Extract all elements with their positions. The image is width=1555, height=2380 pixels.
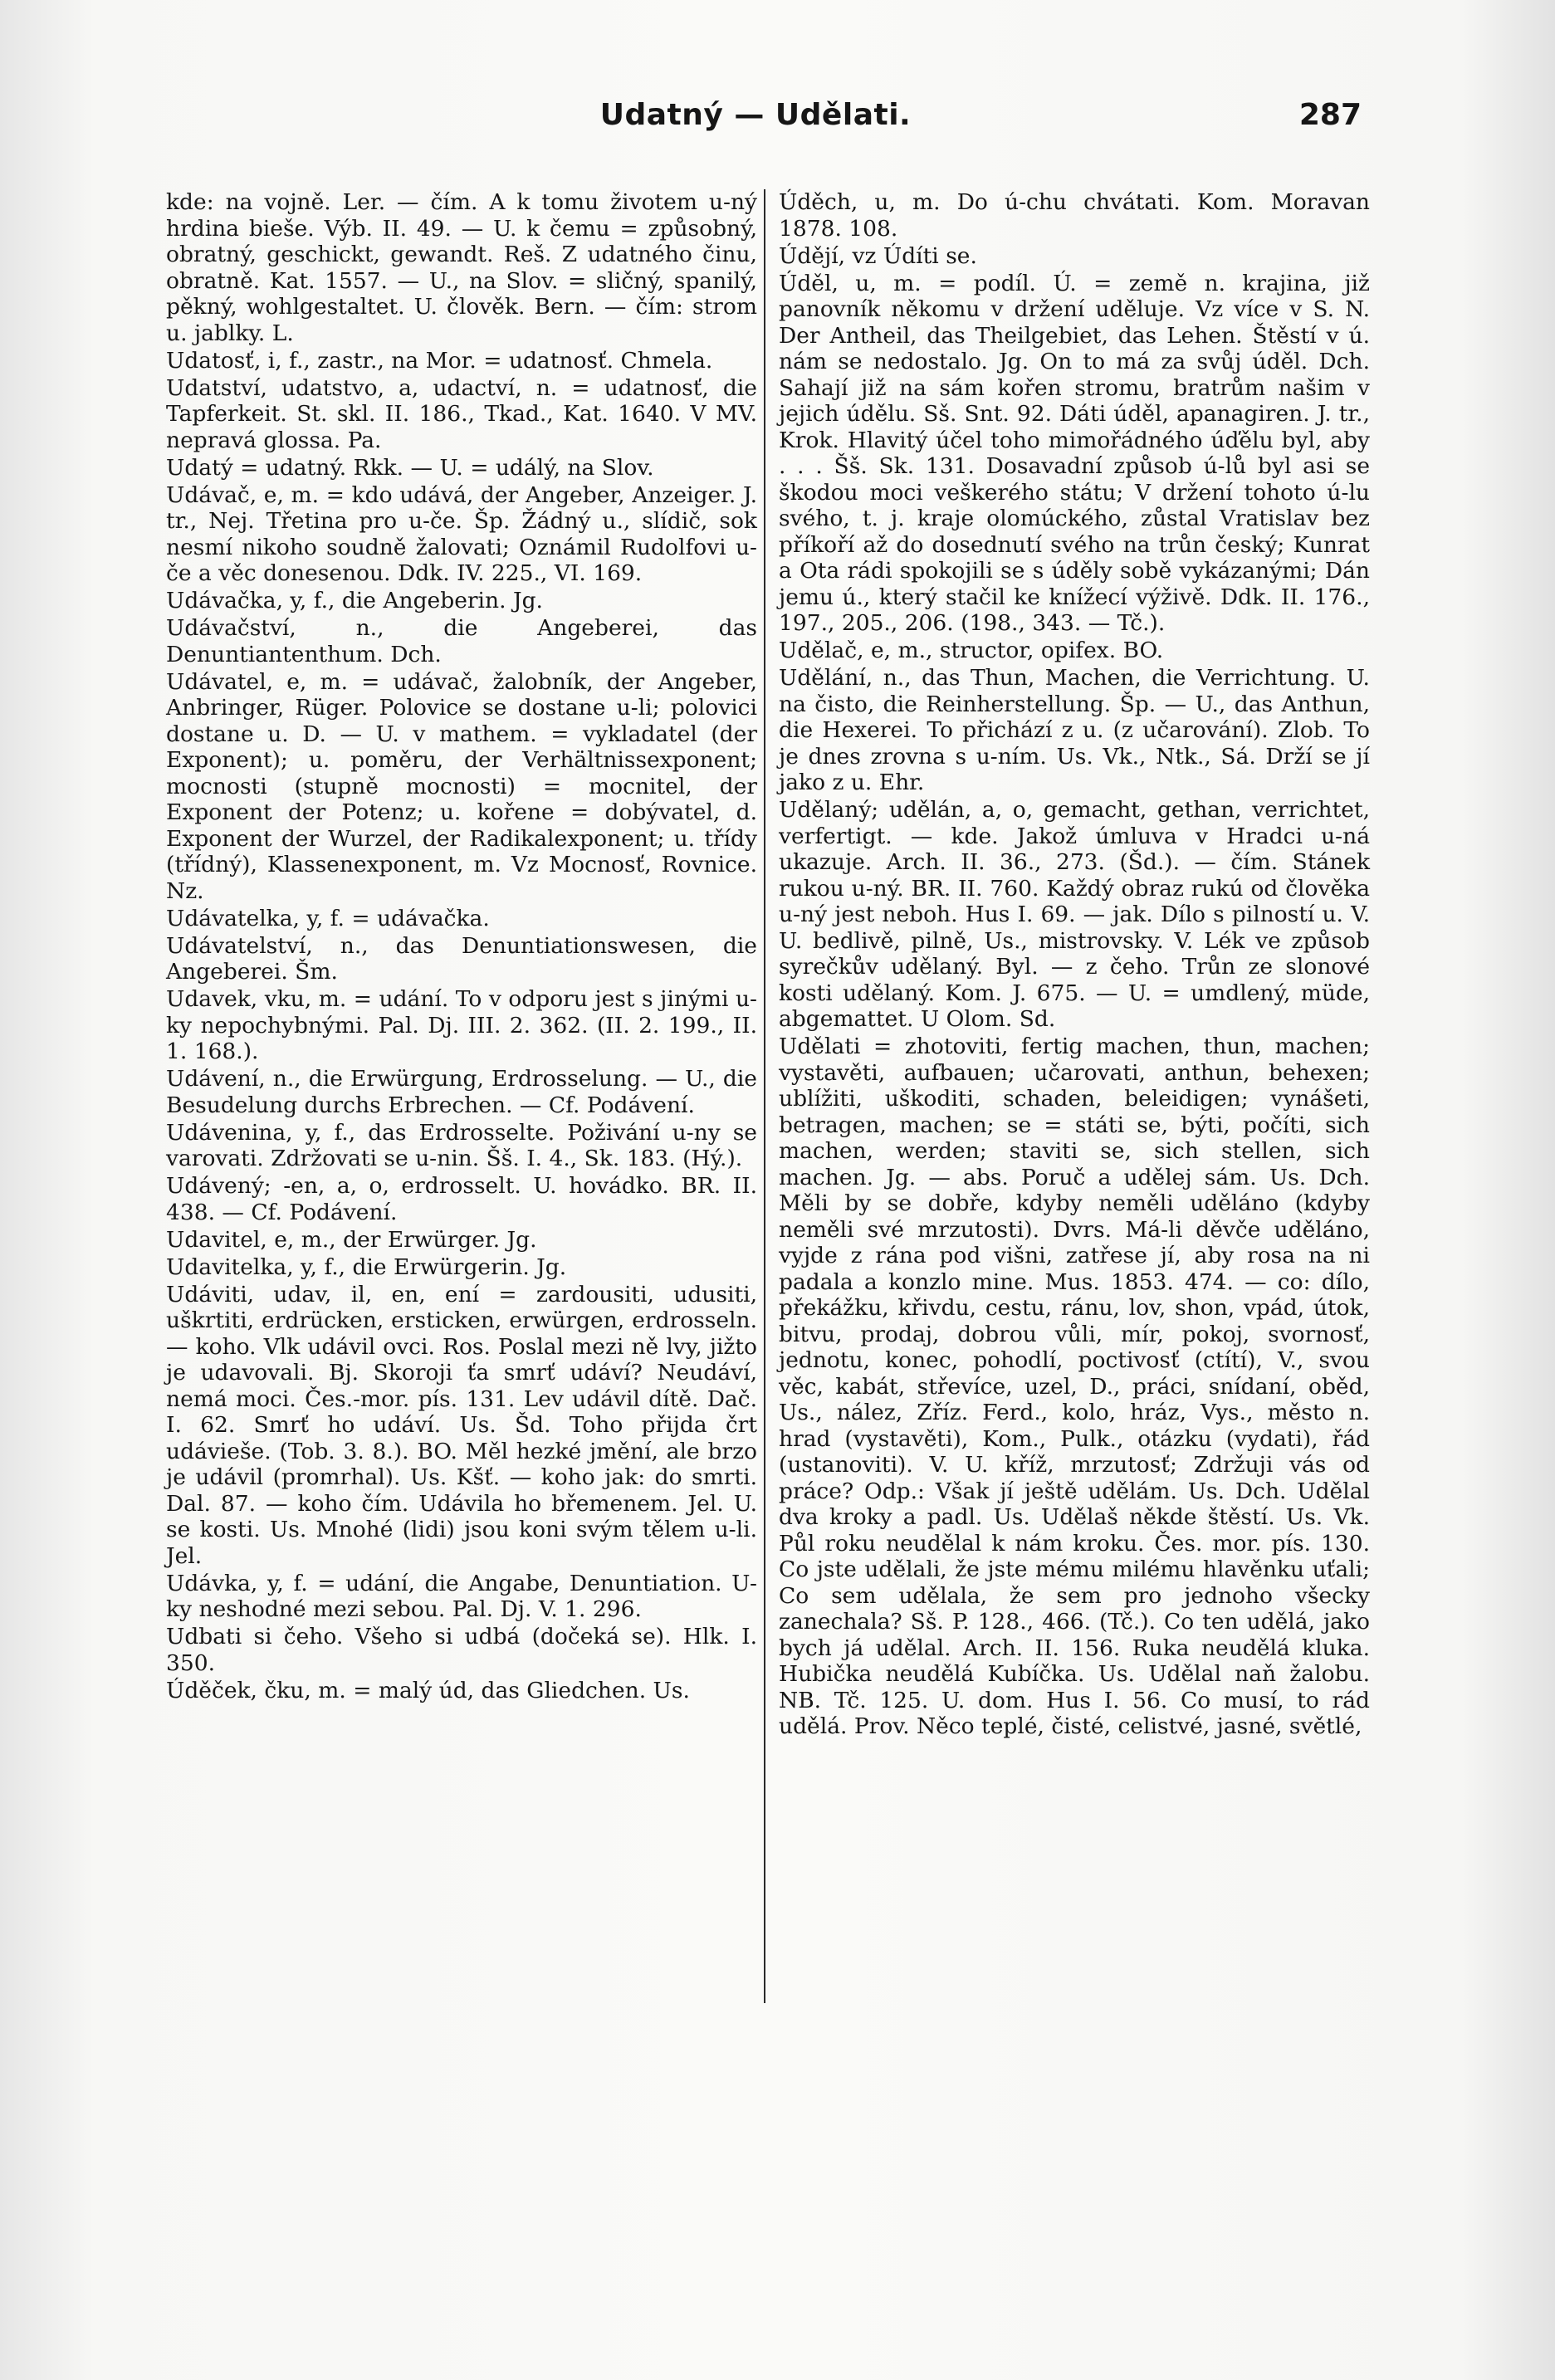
dictionary-entry: Udávač, e, m. = kdo udává, der Angeber, Anzeiger. J. tr., Nej. Třetina pro u-če. Šp. Žádný u., slídič, sok nesmí nikoho soudně žalovati; Oznámil Rudolfovi u-če a věc donesenou. Ddk. IV. 225., VI. 169. [166,481,757,586]
dictionary-entry: Úděch, u, m. Do ú-chu chvátati. Kom. Moravan 1878. 108. [779,189,1370,242]
dictionary-entry: Udavitelka, y, f., die Erwürgerin. Jg. [166,1254,567,1280]
dictionary-entry: Udatý = udatný. Rkk. — U. = událý, na Slov. [166,454,654,481]
dictionary-entry: Údějí, vz Údíti se. [779,242,977,269]
dictionary-entry: Udávačka, y, f., die Angeberin. Jg. [166,588,543,613]
dictionary-entry: Udavitel, e, m., der Erwürger. Jg. [166,1226,537,1253]
dictionary-entry: Udatosť, i, f., zastr., na Mor. = udatnosť. Chmela. [166,347,713,374]
dictionary-entry: Udatství, udatstvo, a, udactví, n. = udatnosť, die Tapferkeit. St. skl. II. 186., Tkad., Kat. 1640. V MV. nepravá glossa. Pa. [166,374,757,453]
dictionary-entry: Udávka, y, f. = udání, die Angabe, Denuntiation. U-ky neshodné mezi sebou. Pal. Dj. V. 1. 296. [166,1570,757,1622]
dictionary-entry: Udávenina, y, f., das Erdrosselte. Poživání u-ny se varovati. Zdržovati se u-nin. Šš. I. 4., Sk. 183. (Hý.). [166,1119,757,1171]
left-column [166,189,757,1705]
right-column [779,189,1370,1741]
dictionary-entry: Udávatelka, y, f. = udávačka. [166,905,490,931]
dictionary-entry: Udavek, vku, m. = udání. To v odporu jest s jinými u-ky nepochybnými. Pal. Dj. III. 2. 362. (II. 2. 199., II. 1. 168.). [166,986,757,1064]
dictionary-entry: Udávatelství, n., das Denuntiationswesen, die Angeberei. Šm. [166,932,757,985]
column-divider [764,189,765,2003]
dictionary-entry: Udbati si čeho. Všeho si udbá (dočeká se). Hlk. I. 350. [166,1624,757,1676]
dictionary-entry: Udáviti, udav, il, en, ení = zardousiti, udusiti, uškrtiti, erdrücken, ersticken, erwürgen, erdrosseln. — koho. Vlk udávil ovci. Ros. Poslal mezi ně lvy, jižto je udavovali. Bj. Skoroji ťa smrť udáví? Neudáví, nemá moci. Čes.-mor. pís. 131. Lev udávil dítě. Dač. I. 62. Smrť ho udáví. Us. Šd. Toho přijda črt udávieše. (Tob. 3. 8.). BO. Měl hezké jmění, ale brzo je udávil (promrhal). Us. Kšť. — koho jak: do smrti. Dal. 87. — koho čím. Udávila ho břemenem. Jel. U. se kosti. Us. Mnohé (lidi) jsou koni svým tělem u-li. Jel. [166,1281,757,1569]
dictionary-entry: kde: na vojně. Ler. — čím. A k tomu životem u-ný hrdina bieše. Výb. II. 49. — U. k čemu = způsobný, obratný, geschickt, gewandt. Reš. Z udatného činu, obratně. Kat. 1557. — U., na Slov. = sličný, spanilý, pěkný, wohlgestaltet. U. člověk. Bern. — čím: strom u. jablky. L. [166,189,757,346]
dictionary-entry: Udělač, e, m., structor, opifex. BO. [779,638,1164,663]
page-number: 287 [1298,98,1362,132]
page-header [149,98,1362,148]
dictionary-entry: Udávený; -en, a, o, erdrosselt. U. hovádko. BR. II. 438. — Cf. Podávení. [166,1173,757,1225]
dictionary-entry: Úděl, u, m. = podíl. Ú. = země n. krajina, již panovník někomu v držení uděluje. Vz více v S. N. Der Antheil, das Theilgebiet, das Lehen. Štěstí v ú. nám se nedostalo. Jg. On to má za svůj úděl. Dch. Sahají již na sám kořen stromu, bratrům našim v jejich údělu. Sš. Snt. 92. Dáti úděl, apanagiren. J. tr., Krok. Hlavitý účel toho mimořádného úďělu byl, aby . . . Šš. Sk. 131. Dosavadní způsob ú-lů byl asi se škodou moci veškerého státu; V držení tohoto ú-lu svého, t. j. kraje olomúckého, zůstal Vratislav bez příkoří až do dosednutí svého na trůn český; Kunrat a Ota rádi spokojili se s úděly sobě vykázanými; Dán jemu ú., který stačil ke knížecí výživě. Ddk. II. 176., 197., 205., 206. (198., 343. — Tč.). [779,270,1370,636]
running-head: Udatný — Udělati. [599,98,912,132]
dictionary-entry: Udělati = zhotoviti, fertig machen, thun, machen; vystavěti, aufbauen; učarovati, anthun, behexen; ublížiti, uškoditi, schaden, beleidigen; vynášeti, betragen, machen; se = státi se, býti, počíti, sich machen, werden; staviti se, sich stellen, sich machen. Jg. — abs. Poruč a udělej sám. Us. Dch. Měli by se dobře, kdyby neměli uděláno (kdyby neměli své mrzutosti). Dvrs. Má-li děvče uděláno, vyjde z rána pod višni, zatřese jí, aby rosa na ni padala a konzlo mine. Mus. 1853. 474. — co: dílo, překážku, křivdu, cestu, ránu, lov, shon, vpád, útok, bitvu, prodaj, dobrou vůli, mír, pokoj, svornosť, jednotu, konec, pohodlí, poctivosť (ctítí), V., svou věc, kabát, střevíce, uzel, D., práci, snídaní, oběd, Us., nález, Zříz. Ferd., kolo, hráz, Vys., město n. hrad (vystavěti), Kom., Pulk., otázku (vydati), řád (ustanoviti). V. U. kříž, mrzutosť; Zdržuji vás od práce? Odp.: Však jí ještě udělám. Us. Dch. Udělal dva kroky a padl. Us. Udělaš někde štěstí. Us. Vk. Půl roku neudělal k nám kroku. Čes. mor. pís. 130. Co jste udělali, že jste mému milému hlavěnku uťali; Co sem udělala, že sem pro jednoho všecky zanechala? Sš. P. 128., 466. (Tč.). Co ten udělá, jako bych já udělal. Arch. II. 156. Ruka neudělá kluka. Hubička neudělá Kubíčka. Us. Udělal naň žalobu. NB. Tč. 125. U. dom. Hus I. 56. Co musí, to rád udělá. Prov. Něco teplé, čisté, celistvé, jasné, světlé, [779,1034,1370,1739]
dictionary-entry: Udávatel, e, m. = udávač, žalobník, der Angeber, Anbringer, Rüger. Polovice se dostane u-li; polovici dostane u. D. — U. v mathem. = vykladatel (der Exponent); u. poměru, der Verhältnissexponent; mocnosti (stupně mocnosti) = mocnitel, der Exponent der Potenz; u. kořene = dobývatel, d. Exponent der Wurzel, der Radikalexponent; u. třídy (třídný), Klassenexponent, m. Vz Mocnosť, Rovnice. Nz. [166,668,757,904]
dictionary-entry: Udělaný; udělán, a, o, gemacht, gethan, verrichtet, verfertigt. — kde. Jakož úmluva v Hradci u-ná ukazuje. Arch. II. 36., 273. (Šd.). — čím. Stánek rukou u-ný. BR. II. 760. Každý obraz rukú od člověka u-ný jest neboh. Hus I. 69. — jak. Dílo s pilností u. V. U. bedlivě, pilně, Us., mistrovsky. V. Lék ve způsob syrečkův udělaný. Byl. — z čeho. Trůn ze slonové kosti udělaný. Kom. J. 675. — U. = umdlený, müde, abgemattet. U Olom. Sd. [779,797,1370,1032]
dictionary-entry: Udávačství, n., die Angeberei, das Denuntiantenthum. Dch. [166,615,757,667]
dictionary-entry: Udávení, n., die Erwürgung, Erdrosselung. — U., die Besudelung durchs Erbrechen. — Cf. Podávení. [166,1066,757,1118]
dictionary-entry: Udělání, n., das Thun, Machen, die Verrichtung. U. na čisto, die Reinherstellung. Šp. — U., das Anthun, die Hexerei. To přichází z u. (z učarování). Zlob. To je dnes zrovna s u-ním. Us. Vk., Ntk., Sá. Drží se jí jako z u. Ehr. [779,665,1370,795]
dictionary-entry: Úděček, čku, m. = malý úd, das Gliedchen. Us. [166,1677,690,1703]
